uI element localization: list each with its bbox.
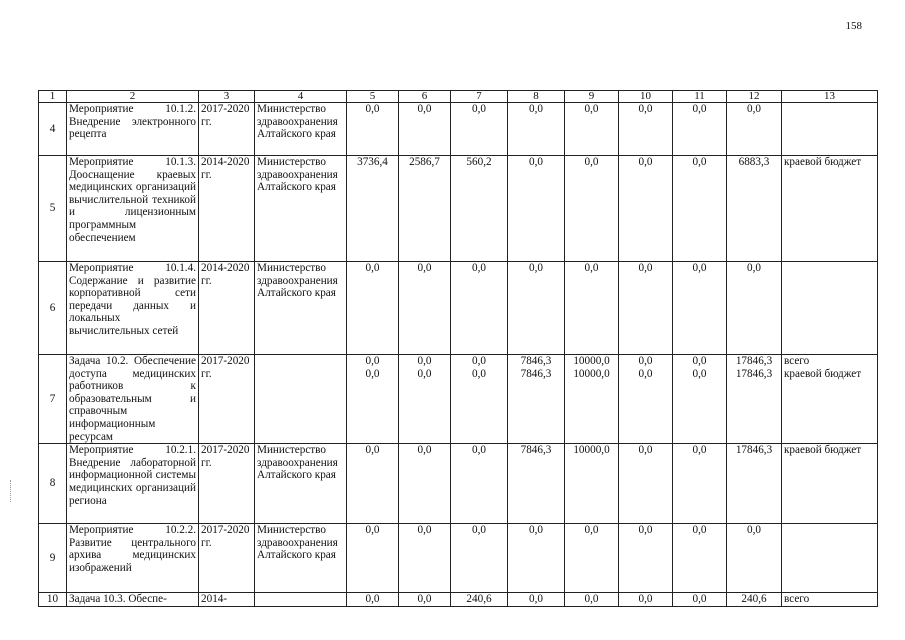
col-header: 12 <box>727 91 782 103</box>
col-header: 2 <box>67 91 199 103</box>
amount-cell <box>565 355 619 444</box>
executor <box>255 593 347 607</box>
period: 2017-2020 гг. <box>199 103 255 156</box>
amount-value: 0,0 <box>365 593 380 606</box>
amount-value: 0,0 <box>417 593 432 606</box>
funding-source <box>782 156 878 262</box>
funding-source <box>782 355 878 444</box>
amount-cell <box>673 524 727 593</box>
amount-value: 0,0 <box>638 593 653 606</box>
period: 2014-2020 гг. <box>199 262 255 355</box>
amount-value: 0,0 <box>472 444 486 457</box>
executor <box>255 355 347 444</box>
amount-value: 0,0 <box>747 262 761 274</box>
amount-cell <box>508 593 565 607</box>
amount-value: 0,0 <box>365 103 380 115</box>
amount-cell <box>673 593 727 607</box>
amount-cell <box>565 262 619 355</box>
amount-value: 0,0 <box>747 524 761 537</box>
row-number: 6 <box>39 262 67 355</box>
table-row <box>39 156 878 262</box>
table-row <box>39 444 878 524</box>
amount-value: 0,0 <box>692 262 707 274</box>
amount-cell <box>727 103 782 156</box>
amount-cell <box>673 262 727 355</box>
amount-cell <box>399 156 451 262</box>
measure-name: Мероприятие 10.1.3. Дооснащение краевых медицинских организаций вычислительной техникой и лицензионным программным обеспечением <box>67 156 199 262</box>
measure-name: Задача 10.2. Обеспечение доступа медицинских работников к образовательным и справочным информационным ресурсам <box>67 355 199 444</box>
amount-cell <box>347 103 399 156</box>
amount-value: 0,0 <box>584 262 599 274</box>
table-row <box>39 355 878 444</box>
amount-value: 0,0 <box>472 355 486 367</box>
budget-table <box>38 90 878 607</box>
table-row <box>39 262 878 355</box>
amount-cell <box>619 524 673 593</box>
amount-value: 0,0 <box>417 524 432 537</box>
row-number: 9 <box>39 524 67 593</box>
row-number: 10 <box>39 593 67 607</box>
amount-cell <box>565 103 619 156</box>
amount-value: 17846,3 <box>735 444 773 457</box>
amount-cell <box>347 593 399 607</box>
funding-source-text: краевой бюджет <box>784 367 862 380</box>
amount-cell <box>565 593 619 607</box>
col-header: 7 <box>451 91 508 103</box>
col-header: 8 <box>508 91 565 103</box>
amount-cell <box>399 593 451 607</box>
funding-source <box>782 524 878 593</box>
table-row <box>39 103 878 156</box>
col-header: 4 <box>255 91 347 103</box>
amount-cell <box>508 156 565 262</box>
measure-name: Задача 10.3. Обеспе- <box>67 593 199 607</box>
col-header: 9 <box>565 91 619 103</box>
executor: Министерство здравоохранения Алтайского края <box>255 262 347 355</box>
amount-cell <box>451 355 508 444</box>
table-row <box>39 524 878 593</box>
amount-value: 0,0 <box>472 524 486 537</box>
amount-cell <box>451 444 508 524</box>
amount-cell <box>619 593 673 607</box>
amount-value: 560,2 <box>466 156 492 168</box>
amount-value: 0,0 <box>638 367 653 380</box>
col-header: 11 <box>673 91 727 103</box>
amount-cell <box>451 156 508 262</box>
amount-cell <box>565 444 619 524</box>
amount-cell <box>451 593 508 607</box>
amount-value: 0,0 <box>692 524 707 537</box>
amount-cell <box>727 156 782 262</box>
amount-cell <box>347 156 399 262</box>
amount-cell <box>508 524 565 593</box>
amount-value: 10000,0 <box>573 367 610 380</box>
amount-value: 0,0 <box>584 156 599 168</box>
measure-name: Мероприятие 10.2.2. Развитие центрального архива медицинских изображений <box>67 524 199 593</box>
amount-cell <box>673 103 727 156</box>
amount-value: 3736,4 <box>357 156 388 168</box>
col-header: 10 <box>619 91 673 103</box>
amount-cell <box>673 156 727 262</box>
amount-value: 0,0 <box>584 103 599 115</box>
amount-value: 17846,3 <box>735 367 773 380</box>
amount-value: 0,0 <box>529 524 543 537</box>
row-number: 8 <box>39 444 67 524</box>
amount-value: 0,0 <box>529 593 543 606</box>
amount-cell <box>727 444 782 524</box>
amount-value: 7846,3 <box>520 367 552 380</box>
amount-value: 2586,7 <box>409 156 440 168</box>
header-row <box>39 91 878 103</box>
amount-value: 0,0 <box>417 103 432 115</box>
amount-cell <box>619 444 673 524</box>
amount-cell <box>619 355 673 444</box>
funding-source-text: всего <box>784 355 810 367</box>
amount-cell <box>508 444 565 524</box>
amount-value: 0,0 <box>692 355 707 367</box>
period: 2017-2020 гг. <box>199 444 255 524</box>
amount-value: 6883,3 <box>738 156 770 168</box>
executor: Министерство здравоохранения Алтайского края <box>255 444 347 524</box>
amount-cell <box>727 262 782 355</box>
amount-cell <box>399 262 451 355</box>
amount-cell <box>727 355 782 444</box>
col-header: 3 <box>199 91 255 103</box>
amount-value: 7846,3 <box>520 355 552 367</box>
amount-value: 0,0 <box>529 156 543 168</box>
amount-value: 0,0 <box>365 262 380 274</box>
funding-source <box>782 103 878 156</box>
amount-cell <box>727 593 782 607</box>
amount-cell <box>451 103 508 156</box>
amount-value: 0,0 <box>529 103 543 115</box>
amount-value: 0,0 <box>365 524 380 537</box>
amount-value: 0,0 <box>365 444 380 457</box>
amount-value: 0,0 <box>638 156 653 168</box>
amount-cell <box>508 103 565 156</box>
row-number: 7 <box>39 355 67 444</box>
period: 2017-2020 гг. <box>199 524 255 593</box>
amount-value: 0,0 <box>472 367 486 380</box>
funding-source-text: всего <box>784 593 810 606</box>
amount-value: 0,0 <box>638 103 653 115</box>
amount-cell <box>399 444 451 524</box>
amount-value: 0,0 <box>584 524 599 537</box>
col-header: 6 <box>399 91 451 103</box>
amount-value: 0,0 <box>692 593 707 606</box>
amount-value: 0,0 <box>692 156 707 168</box>
col-header: 1 <box>39 91 67 103</box>
amount-cell <box>619 262 673 355</box>
amount-value: 10000,0 <box>573 444 610 457</box>
amount-value: 0,0 <box>472 103 486 115</box>
page-number: 158 <box>845 20 862 32</box>
amount-value: 0,0 <box>365 367 380 380</box>
amount-value: 17846,3 <box>735 355 773 367</box>
amount-cell <box>565 524 619 593</box>
amount-value: 0,0 <box>529 262 543 274</box>
amount-value: 240,6 <box>466 593 492 606</box>
measure-name: Мероприятие 10.1.4. Содержание и развитие корпоративной сети передачи данных и локальных вычислительных сетей <box>67 262 199 355</box>
funding-source-text: краевой бюджет <box>784 156 862 168</box>
amount-value: 0,0 <box>417 367 432 380</box>
amount-value: 0,0 <box>365 355 380 367</box>
funding-source-text: краевой бюджет <box>784 444 862 457</box>
amount-value: 0,0 <box>638 355 653 367</box>
amount-value: 0,0 <box>692 103 707 115</box>
period: 2014- <box>199 593 255 607</box>
amount-cell <box>619 103 673 156</box>
amount-cell <box>565 156 619 262</box>
amount-cell <box>673 444 727 524</box>
amount-value: 0,0 <box>638 524 653 537</box>
amount-value: 0,0 <box>692 367 707 380</box>
amount-value: 0,0 <box>584 593 599 606</box>
amount-cell <box>399 355 451 444</box>
amount-cell <box>727 524 782 593</box>
amount-cell <box>673 355 727 444</box>
period: 2014-2020 гг. <box>199 156 255 262</box>
executor: Министерство здравоохранения Алтайского края <box>255 524 347 593</box>
amount-cell <box>508 355 565 444</box>
amount-value: 0,0 <box>472 262 486 274</box>
table-row <box>39 593 878 607</box>
amount-value: 240,6 <box>741 593 767 606</box>
amount-cell <box>347 355 399 444</box>
margin-mark <box>10 480 17 502</box>
amount-cell <box>399 524 451 593</box>
amount-cell <box>451 524 508 593</box>
period: 2017-2020 гг. <box>199 355 255 444</box>
amount-cell <box>347 444 399 524</box>
amount-cell <box>347 524 399 593</box>
measure-name: Мероприятие 10.2.1. Внедрение лабораторной информационной системы медицинских организаций региона <box>67 444 199 524</box>
col-header: 13 <box>782 91 878 103</box>
amount-value: 0,0 <box>747 103 761 115</box>
amount-value: 0,0 <box>417 262 432 274</box>
amount-cell <box>451 262 508 355</box>
amount-value: 0,0 <box>638 444 653 457</box>
amount-value: 0,0 <box>692 444 707 457</box>
executor: Министерство здравоохранения Алтайского края <box>255 103 347 156</box>
row-number: 4 <box>39 103 67 156</box>
amount-value: 0,0 <box>417 355 432 367</box>
executor: Министерство здравоохранения Алтайского края <box>255 156 347 262</box>
funding-source <box>782 262 878 355</box>
funding-source <box>782 444 878 524</box>
funding-source <box>782 593 878 607</box>
amount-value: 0,0 <box>638 262 653 274</box>
amount-cell <box>347 262 399 355</box>
amount-value: 7846,3 <box>520 444 552 457</box>
amount-value: 0,0 <box>417 444 432 457</box>
row-number: 5 <box>39 156 67 262</box>
amount-cell <box>619 156 673 262</box>
measure-name: Мероприятие 10.1.2. Внедрение электронного рецепта <box>67 103 199 156</box>
amount-cell <box>508 262 565 355</box>
amount-cell <box>399 103 451 156</box>
col-header: 5 <box>347 91 399 103</box>
amount-value: 10000,0 <box>573 355 610 367</box>
